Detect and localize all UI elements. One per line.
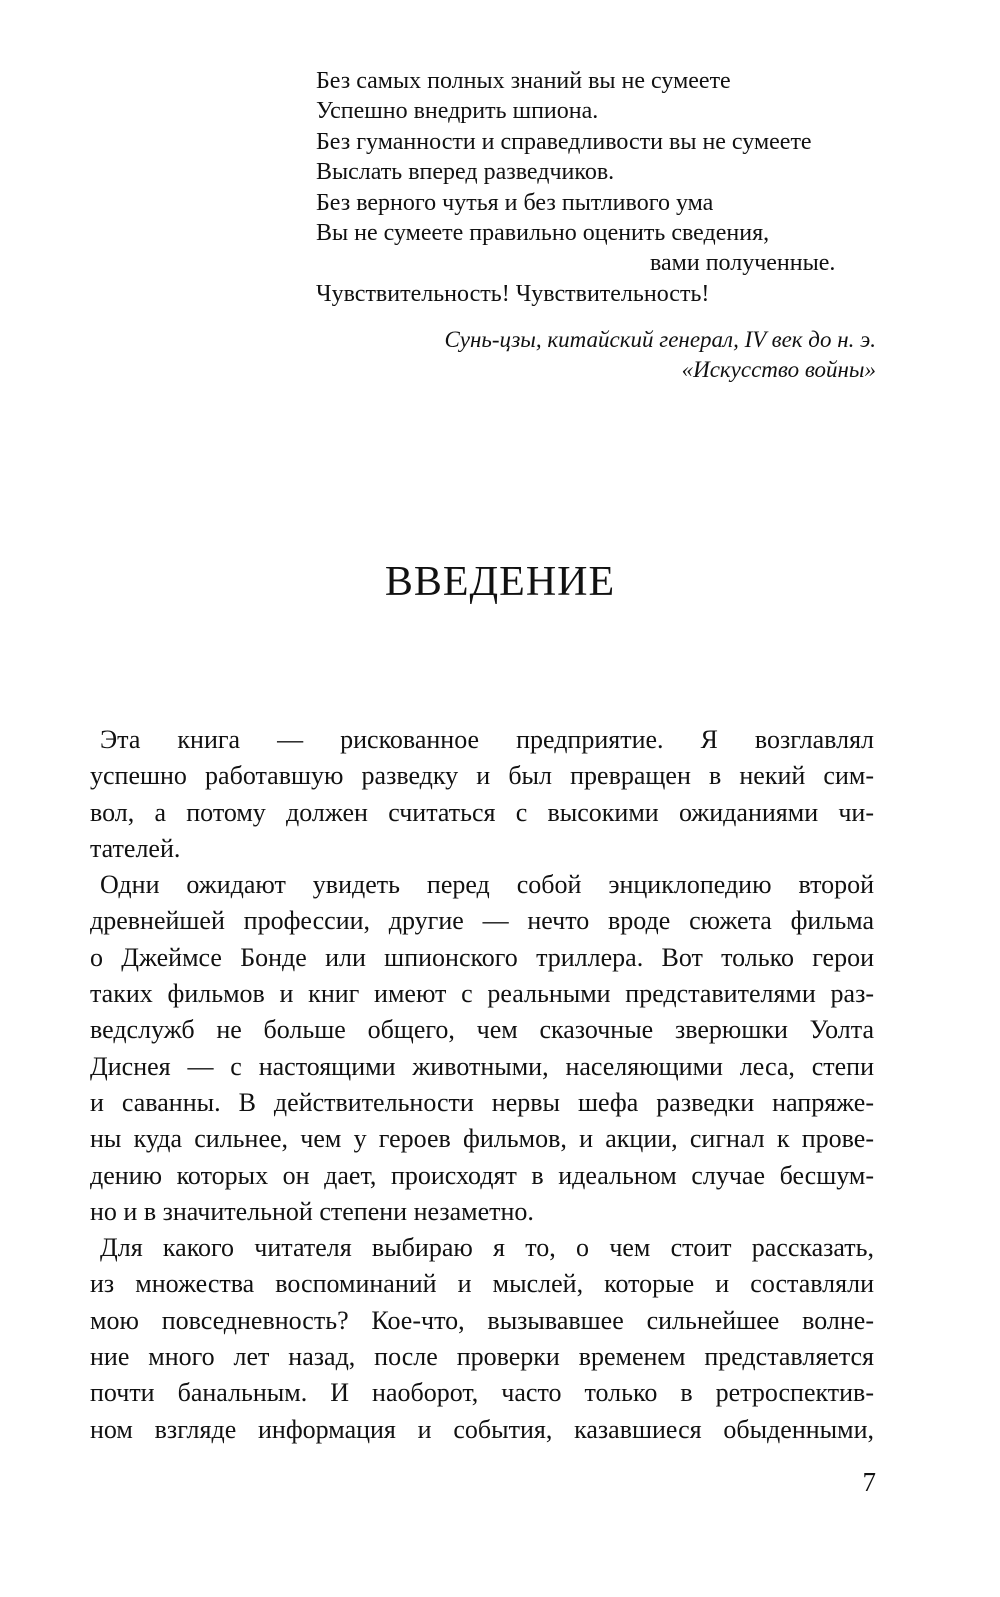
epigraph-line: Успешно внедрить шпиона.	[316, 98, 599, 125]
text-line: ведслужб не больше общего, чем сказочные зверюшки Уолта	[90, 1015, 874, 1045]
text-line: успешно работавшую разведку и был превращен в некий сим-	[90, 761, 874, 791]
text-line: Эта книга — рискованное предприятие. Я возглавлял	[100, 725, 874, 754]
text-line: ны куда сильнее, чем у героев фильмов, и акции, сигнал к прове-	[90, 1124, 874, 1154]
text-line: Диснея — с настоящими животными, населяющими леса, степи	[90, 1051, 874, 1081]
epigraph-line: Выслать вперед разведчиков.	[316, 159, 615, 186]
paragraph	[90, 722, 874, 867]
paragraph	[90, 1230, 874, 1448]
epigraph-line: Чувствительность! Чувствительность!	[316, 280, 710, 307]
epigraph-work-title: «Искусство войны»	[681, 357, 876, 383]
page-number: 7	[862, 1467, 876, 1497]
text-line: Одни ожидают увидеть перед собой энциклопедию второй	[100, 870, 874, 900]
epigraph-attribution	[316, 325, 876, 385]
text-line: таких фильмов и книг имеют с реальными представителями раз-	[90, 979, 874, 1009]
paragraph	[90, 867, 874, 1230]
epigraph-line: Без верного чутья и без пытливого ума	[316, 189, 714, 216]
epigraph-line: Без самых полных знаний вы не сумеете	[316, 68, 731, 94]
text-line: древнейшей профессии, другие — нечто вроде сюжета фильма	[90, 906, 874, 936]
text-line: и саванны. В действительности нервы шефа разведки напряже-	[90, 1087, 874, 1117]
epigraph-author: Сунь-цзы, китайский генерал, IV век до н. э.	[444, 327, 876, 353]
epigraph	[316, 66, 876, 385]
chapter-title: ВВЕДЕНИЕ	[384, 559, 616, 605]
text-line: о Джеймсе Бонде или шпионского триллера. Вот только герои	[90, 942, 874, 972]
text-line: Для какого читателя выбираю я то, о чем стоит рассказать,	[100, 1233, 874, 1263]
text-line: ние много лет назад, после проверки временем представляется	[90, 1342, 874, 1372]
text-line: но и в значительной степени незаметно.	[90, 1196, 534, 1226]
text-line: ном взгляде информация и события, казавшиеся обыденными,	[90, 1414, 874, 1444]
epigraph-line: Без гуманности и справедливости вы не сумеете	[316, 128, 812, 155]
text-line: вол, а потому должен считаться с высокими ожиданиями чи-	[90, 797, 874, 827]
text-line: мою повседневность? Кое-что, вызывавшее сильнейшее волне-	[90, 1305, 874, 1335]
epigraph-line: вами полученные.	[650, 250, 836, 277]
epigraph-line: Вы не сумеете правильно оценить сведения,	[316, 220, 770, 247]
text-line: дению которых он дает, происходят в идеальном случае бесшум-	[90, 1160, 874, 1190]
text-line: тателей.	[90, 833, 181, 863]
text-line: почти банальным. И наоборот, часто только в ретроспектив-	[90, 1378, 874, 1408]
text-line: из множества воспоминаний и мыслей, которые и составляли	[90, 1269, 874, 1299]
body-text	[90, 722, 874, 1448]
